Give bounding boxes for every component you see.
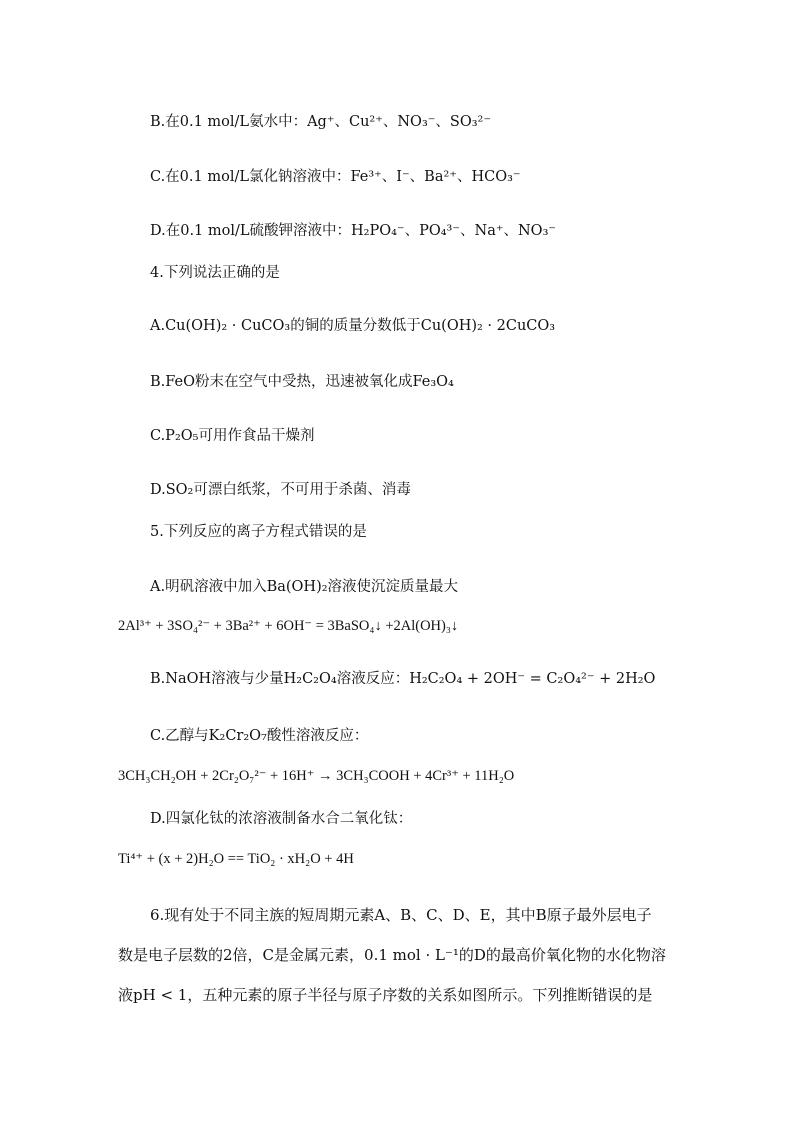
q3-option-c: C.在0.1 mol/L氯化钠溶液中：Fe³⁺、I⁻、Ba²⁺、HCO₃⁻: [150, 169, 521, 185]
q4-stem: 4.下列说法正确的是: [150, 265, 280, 281]
q6-line-2: 数是电子层数的2倍，C是金属元素，0.1 mol · L⁻¹的D的最高价氧化物的水化物溶: [118, 946, 666, 964]
q3-option-b: B.在0.1 mol/L氨水中：Ag⁺、Cu²⁺、NO₃⁻、SO₃²⁻: [150, 114, 492, 130]
q4-option-d: D.SO₂可漂白纸浆，不可用于杀菌、消毒: [150, 482, 411, 498]
q6-line-3: 液pH < 1，五种元素的原子半径与原子序数的关系如图所示。下列推断错误的是: [118, 986, 653, 1004]
q4-option-b: B.FeO粉末在空气中受热，迅速被氧化成Fe₃O₄: [150, 374, 454, 390]
q5-option-c: C.乙醇与K₂Cr₂O₇酸性溶液反应：: [150, 728, 369, 744]
q5-option-a: A.明矾溶液中加入Ba(OH)₂溶液使沉淀质量最大: [150, 579, 459, 595]
q3-option-d: D.在0.1 mol/L硫酸钾溶液中：H₂PO₄⁻、PO₄³⁻、Na⁺、NO₃⁻: [150, 223, 557, 239]
q5-equation-d: Ti⁴⁺ + (x + 2)H₂O == TiO₂ · xH₂O + 4H: [118, 851, 354, 867]
q4-option-a: A.Cu(OH)₂ · CuCO₃的铜的质量分数低于Cu(OH)₂ · 2CuCO₃: [150, 318, 556, 334]
q5-option-d: D.四氯化钛的浓溶液制备水合二氧化钛：: [150, 811, 413, 827]
q5-equation-c: 3CH₃CH₂OH + 2Cr₂O₇²⁻ + 16H⁺ → 3CH₃COOH + 4Cr³⁺ + 11H₂O: [118, 768, 515, 784]
q4-option-c: C.P₂O₅可用作食品干燥剂: [150, 428, 315, 444]
q5-equation-a: 2Al³⁺ + 3SO₄²⁻ + 3Ba²⁺ + 6OH⁻ = 3BaSO₄↓ +2Al(OH)₃↓: [118, 618, 459, 634]
q5-stem: 5.下列反应的离子方程式错误的是: [150, 524, 367, 540]
q5-option-b: B.NaOH溶液与少量H₂C₂O₄溶液反应：H₂C₂O₄ + 2OH⁻ = C₂O₄²⁻ + 2H₂O: [150, 671, 656, 687]
q6-line-1: 6.现有处于不同主族的短周期元素A、B、C、D、E，其中B原子最外层电子: [150, 906, 652, 924]
